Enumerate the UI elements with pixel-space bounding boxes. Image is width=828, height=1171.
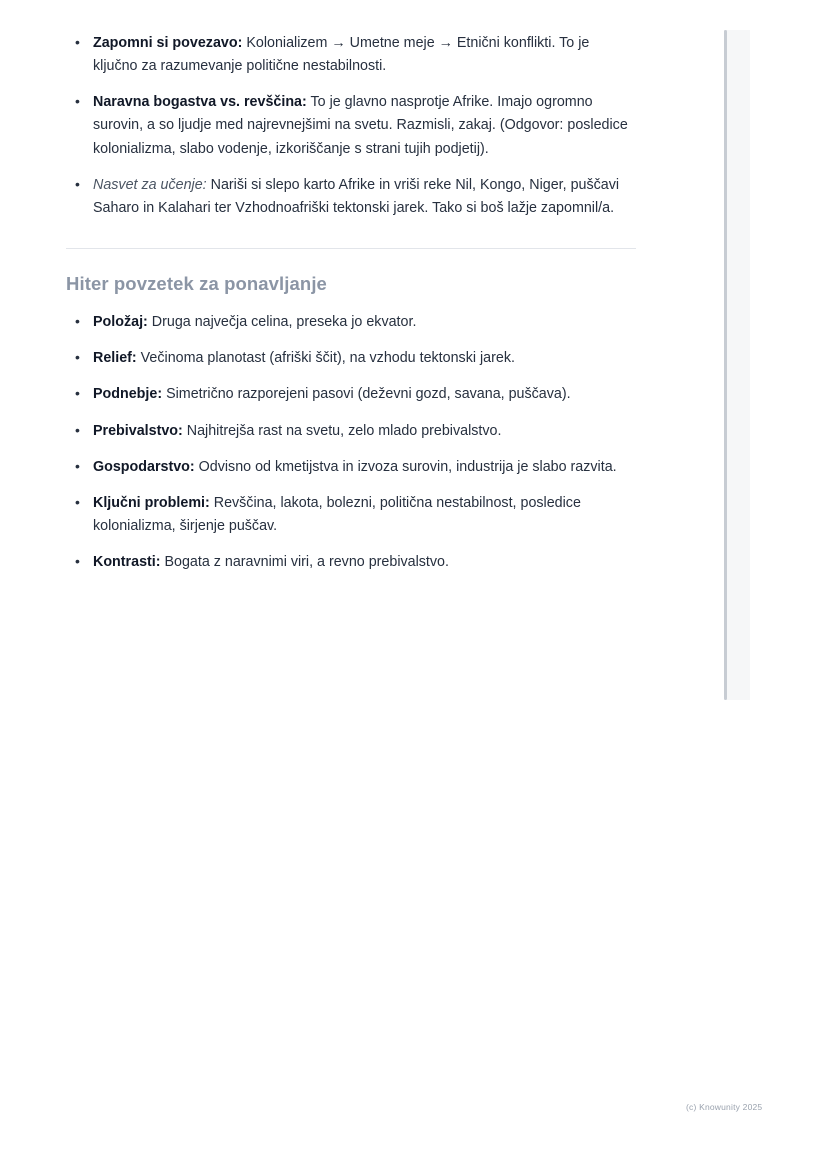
- study-tip-text: Nariši si slepo karto Afrike in vriši reke Nil, Kongo, Niger, puščavi Saharo in Kalahari ter Vzhodnoafriški tektonski jarek. Tako si boš lažje zapomnil/a.: [93, 176, 620, 216]
- bullet-text: Najhitrejša rast na svetu, zelo mlado prebivalstvo.: [182, 422, 502, 439]
- list-item: [66, 420, 636, 443]
- bullet-text: Simetrično razporejeni pasovi (deževni gozd, savana, puščava).: [162, 386, 571, 403]
- top-bullet-list: [66, 32, 636, 220]
- list-item: [66, 347, 636, 370]
- bullet-lead: Naravna bogastva vs. revščina:: [93, 94, 307, 111]
- list-item: [66, 91, 636, 160]
- bullet-text: Revščina, lakota, bolezni, politična nestabilnost, posledice kolonializma, širjenje puščav.: [93, 494, 581, 535]
- list-item: [66, 383, 636, 406]
- list-item: [66, 32, 636, 78]
- list-item: [66, 551, 636, 574]
- bullet-text: Druga največja celina, preseka jo ekvator.: [147, 314, 417, 331]
- summary-bullet-list: [66, 311, 636, 574]
- bullet-lead: Zapomni si povezavo:: [93, 35, 243, 51]
- list-item: [66, 492, 636, 538]
- section-divider: [66, 248, 636, 249]
- footer-copyright: (c) Knowunity 2025: [686, 1102, 763, 1112]
- list-item: [66, 311, 636, 334]
- bullet-text: To je glavno nasprotje Afrike. Imajo ogromno surovin, a so ljudje med najrevnejšimi na svetu. Razmisli, zakaj. (Odgovor: posledice kolonializma, slabo vodenje, izkoriščanje s strani tujih podjetij).: [93, 94, 628, 157]
- bullet-lead: Položaj:: [93, 314, 148, 331]
- bullet-lead: Ključni problemi:: [93, 494, 210, 511]
- bullet-text: Kolonializem → Umetne meje → Etnični konflikti. To je ključno za razumevanje politične nestabilnosti.: [93, 35, 590, 75]
- bullet-lead: Gospodarstvo:: [93, 458, 195, 475]
- bullet-lead: Relief:: [93, 350, 137, 367]
- bullet-lead: Kontrasti:: [93, 554, 161, 571]
- scrollbar-thumb[interactable]: [724, 30, 727, 700]
- section-title: Hiter povzetek za ponavljanje: [66, 273, 327, 295]
- document-content: [66, 32, 636, 574]
- list-item: [66, 456, 636, 479]
- study-tip-label: Nasvet za učenje:: [93, 176, 207, 193]
- bullet-text: Večinoma planotast (afriški ščit), na vzhodu tektonski jarek.: [136, 350, 515, 367]
- bullet-lead: Podnebje:: [93, 386, 163, 403]
- bullet-lead: Prebivalstvo:: [93, 422, 183, 439]
- bullet-text: Bogata z naravnimi viri, a revno prebivalstvo.: [160, 554, 449, 571]
- list-item-study-tip: [66, 174, 636, 220]
- bullet-text: Odvisno od kmetijstva in izvoza surovin, industrija je slabo razvita.: [194, 458, 617, 475]
- vertical-scrollbar[interactable]: [724, 30, 750, 700]
